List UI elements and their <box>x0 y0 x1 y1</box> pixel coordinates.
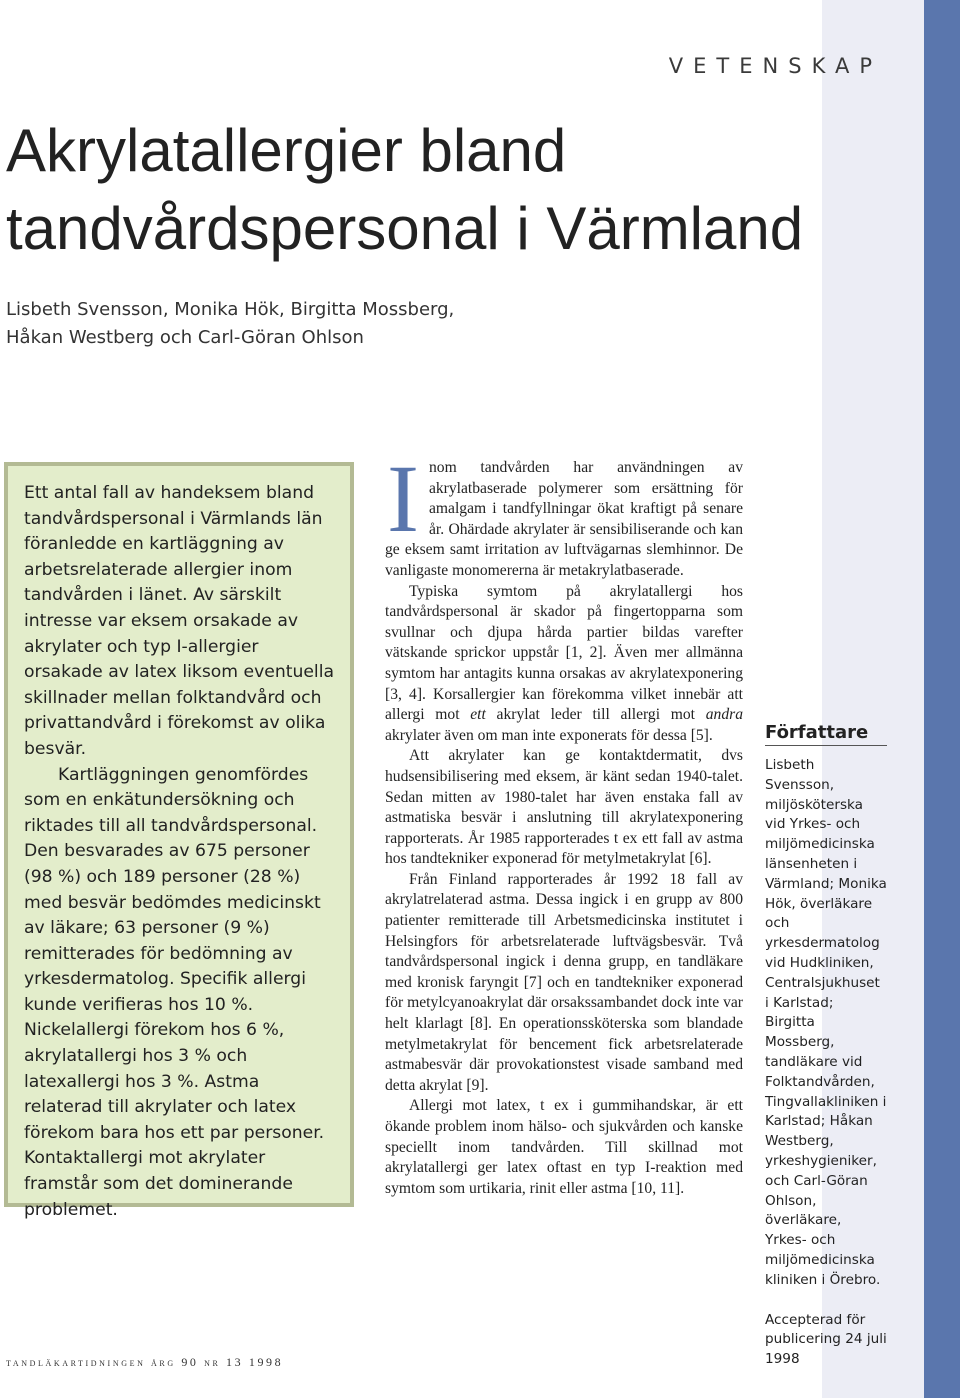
drop-cap: I <box>387 445 419 552</box>
title-line-2: tandvårdspersonal i Värmland <box>6 195 804 262</box>
body-paragraph-5: Allergi mot latex, t ex i gummihandskar, är ett ökande problem inom hälso- och sjukvården och kanske speciellt inom tandvården. Till skillnad mot akrylatallergi ger latex oftast en typ I-reaktion med symtom som urtikaria, rinit eller astma [10, 11]. <box>385 1097 743 1197</box>
body-paragraph-2-part-b: akrylat leder till allergi mot <box>485 706 706 724</box>
author-info-box <box>765 722 887 1370</box>
body-paragraph-2-part-a: Typiska symtom på akrylatallergi hos tandvårdspersonal är skador på fingertopparna som svullnar och djupa hårda partier bildas varefter vätskande sprickor uppstår [1, 2]. Även mer allmänna symtom har antagits kunna orsakas av akrylatexponering [3, 4]. Korsallergier kan förekomma vilket innebär att allergi mot <box>385 582 743 724</box>
title-line-1: Akrylatallergier bland <box>6 117 567 184</box>
article-title <box>6 112 906 268</box>
abstract-paragraph-2: Kartläggningen genomfördes som en enkätundersökning och riktades till all tandvårdspersonal. Den besvarades av 675 personer (98 %) och 189 personer (28 %) med besvär bedömdes medicinskt av läkare; 63 personer (9 %) remitterades för bedömning av yrkesdermatolog. Specifik allergi kunde verifieras hos 10 %. Nickelallergi förekom hos 6 %, akrylatallergi hos 3 % och latexallergi hos 3 %. Astma relaterad till akrylater och latex förekom bara hos ett par personer. Kontaktallergi mot akrylater framstår som det dominerande problemet. <box>24 764 325 1220</box>
body-text-column <box>385 445 743 1199</box>
section-label: VETENSKAP <box>668 54 882 78</box>
abstract <box>24 481 340 1223</box>
journal-footer: tandläkartidningen årg 90 nr 13 1998 <box>6 1355 284 1369</box>
author-info-heading: Författare <box>765 722 887 746</box>
body-paragraph-2 <box>385 582 743 747</box>
body-paragraph-1-text: nom tandvården har användningen av akrylatbaserade polymerer som ersättning för amalgam i tandfyllningar ökat kraftigt på senare år. Ohärdade akrylater är sensibiliserande och kan ge eksem samt irritation av luftvägarnas slemhinnor. De vanligaste monomererna är metakrylatbaserade. <box>385 459 743 579</box>
body-paragraph-4: Från Finland rapporterades år 1992 18 fall av akrylatrelaterad astma. Dessa ingick i en grupp av 800 patienter remitterade till Arbetsmedicinska institutet i Helsingfors för arbetsrelaterade luftvägsbesvär. Två tandvårdspersonal ingick i denna grupp, en tandläkare med kronisk faryngit [7] och en tandtekniker exponerad för metylcyanoakrylat där orsakssambandet dock inte var helt klarlagt [8]. En operationssköterska som blandade metylmetakrylat för bencement fick arbetsrelaterade astmabesvär där provokationstest visade samband med detta akrylat [9]. <box>385 870 743 1094</box>
body-paragraph-3: Att akrylater kan ge kontaktdermatit, dvs hudsensibilisering med eksem, är känt sedan 1940-talet. Sedan mitten av 1980-talet har även enstaka fall av astmatiska besvär i anslutning till akrylatexponering rapporterats. År 1985 rapporterades t ex ett fall av astma hos tandtekniker exponerad för metylmetakrylat [6]. <box>385 747 743 868</box>
author-byline <box>6 296 706 352</box>
accepted-date: Accepterad för publicering 24 juli 1998 <box>765 1311 887 1368</box>
authors-line-2: Håkan Westberg och Carl-Göran Ohlson <box>6 327 364 348</box>
body-paragraph-2-part-c: akrylater även om man inte exponerats för dessa [5]. <box>385 726 713 744</box>
emphasis-ett: ett <box>470 706 486 724</box>
authors-line-1: Lisbeth Svensson, Monika Hök, Birgitta Mossberg, <box>6 299 455 320</box>
side-accent-stripe <box>924 0 960 1398</box>
author-info-text: Lisbeth Svensson, miljösköterska vid Yrkes- och miljömedicinska länsenheten i Värmland; Monika Hök, överläkare och yrkesdermatolog vid Hudkliniken, Centralsjukhuset i Karlstad; Birgitta Mossberg, tandläkare vid Folktandvården, Tingvallakliniken i Karlstad; Håkan Westberg, yrkeshygieniker, och Carl-Göran Ohlson, överläkare, Yrkes- och miljömedicinska kliniken i Örebro. <box>765 757 887 1288</box>
body-paragraph-1 <box>385 445 743 582</box>
abstract-paragraph-1: Ett antal fall av handeksem bland tandvårdspersonal i Värmlands län föranledde en kartläggning av arbetsrelaterade allergier inom tandvården i länet. Av särskilt intresse var eksem orsakade av akrylater och typ I-allergier orsakade av latex liksom eventuella skillnader mellan folktandvård och privattandvård i förekomst av olika besvär. <box>24 483 335 759</box>
emphasis-andra: andra <box>705 706 743 724</box>
